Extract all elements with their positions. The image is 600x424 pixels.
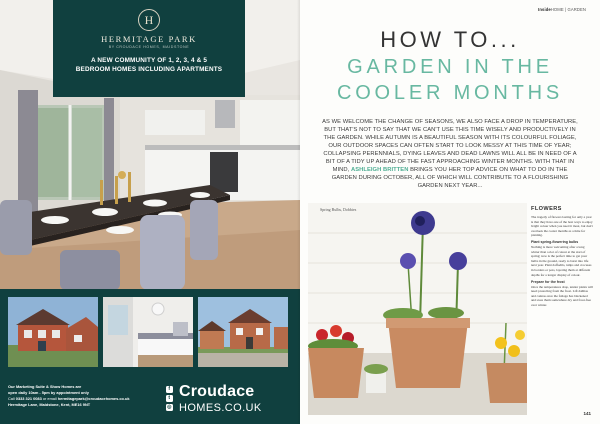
flowers-column — [531, 206, 593, 310]
street-view-photo-thumbnail — [198, 297, 288, 367]
description-line-2: BEDROOM HOMES INCLUDING APARTMENTS — [75, 65, 223, 73]
subheading-frost: Prepare for the frost — [531, 279, 565, 284]
subheading-spring-bulbs: Plant spring-flowering bulbs — [531, 240, 579, 245]
article-kicker: HOW TO... — [380, 27, 520, 52]
hermitage-park-logo-panel — [53, 0, 245, 97]
author-byline: ASHLEIGH BRITTEN — [350, 167, 409, 173]
social-icons — [166, 386, 174, 413]
development-description — [53, 57, 245, 74]
contact-footer — [0, 375, 300, 424]
exterior-photo-thumbnail — [8, 297, 98, 367]
flowers-paragraph-1: The tragedy of flowers lasting for only a year is that they have one of the best ways to enjoy bright colour when you need it most, but don't overlook the cooler months as a time for planting. — [531, 215, 593, 238]
article-title-line-1: GARDEN IN THE — [347, 56, 553, 78]
croudace-logo: Croudace — [179, 383, 255, 400]
flowers-heading: FLOWERS — [531, 206, 562, 212]
hermitage-monogram-logo: H — [138, 9, 160, 31]
gallery-strip — [0, 289, 300, 375]
intro-text: AS WE WELCOME THE CHANGE OF SEASONS, WE ALSO FACE A DROP IN TEMPERATURE, BUT THAT'S NOT TO SAY THAT WE CAN'T USE THIS TIME WISELY AND PRODUCTIVELY IN THE GARDEN. WHILE AUTUMN IS A BEAUTIFUL SEASON WITH ITS COLOURFUL FOLIAGE, OUR OUTDOOR SPACES CAN OFTEN START TO LOOK MESSY AT THIS TIME OF YEAR; COLLAPSING PERENNIALS, DYING LEAVES AND DEAD LAWNS WILL ALL BE IN NEED OF A BIT OF A TIDY UP AHEAD OF THE FAST APPROACHING WINTER MONTHS. WITH THAT IN MIND, — [322, 119, 578, 173]
email-label: or email — [42, 396, 57, 401]
instagram-icon[interactable]: ◎ — [167, 404, 172, 410]
description-line-1: A NEW COMMUNITY OF 1, 2, 3, 4 & 5 — [90, 57, 208, 64]
call-label: Call — [8, 396, 15, 401]
phone-number[interactable]: 0333 321 0083 — [15, 396, 42, 401]
section-label-bold: Inside — [538, 7, 551, 12]
twitter-icon[interactable]: t — [166, 395, 173, 402]
bedroom-photo-thumbnail — [103, 297, 193, 367]
flowers-paragraph-3-text: Once the temperatures drop, tender plants will need protecting from the frost. Lift dahlias and cannas once the foliage has blackened and store them somewhere dry and frost-free over winter. — [531, 284, 593, 307]
development-name: HERMITAGE PARK — [101, 34, 197, 44]
section-label — [538, 7, 586, 12]
intro-text-end: BRINGS YOU HER TOP ADVICE ON WHAT TO DO IN THE GARDEN DURING OCTOBER, ALL OF WHICH WILL CONTRIBUTE TO A FLOURISHING GARDEN NEXT YEAR... — [331, 167, 569, 189]
section-label-rest: HOME | GARDEN — [550, 7, 586, 12]
spring-bulbs-photo — [308, 203, 527, 415]
opening-info-line-2: open daily 10am - 5pm by appointment only — [8, 390, 89, 395]
flowers-paragraph-3 — [531, 280, 593, 308]
page-number: 141 — [583, 411, 591, 416]
flowers-paragraph-2 — [531, 240, 593, 277]
article-title-line-2: COOLER MONTHS — [336, 82, 564, 104]
flowers-paragraph-2-text: Nothing is more welcoming after a long winter than a riot of colour at the start of spring; now is the perfect time to get your bulbs in the ground, ready to burst into life next year. Plant daffodils, tulips and crocuses in borders or pots, layering them at different depths for a longer display of colour. — [531, 245, 592, 277]
photo-caption: Spring Bulbs, Dobbies — [320, 207, 357, 212]
development-tagline: BY CROUDACE HOMES, MAIDSTONE — [108, 45, 190, 49]
right-page-article — [300, 0, 600, 424]
article-intro — [322, 118, 578, 190]
contact-details — [8, 384, 166, 408]
email-address[interactable]: hermitagepark@croudacehomes.co.uk — [57, 396, 130, 401]
facebook-icon[interactable]: f — [166, 386, 173, 393]
opening-info-line-1: Our Marketing Suite & Show Homes are — [8, 384, 82, 389]
site-address: Hermitage Lane, Maidstone, Kent, ME16 9NT — [8, 402, 91, 407]
website-link[interactable]: HOMES.CO.UK — [179, 402, 262, 414]
